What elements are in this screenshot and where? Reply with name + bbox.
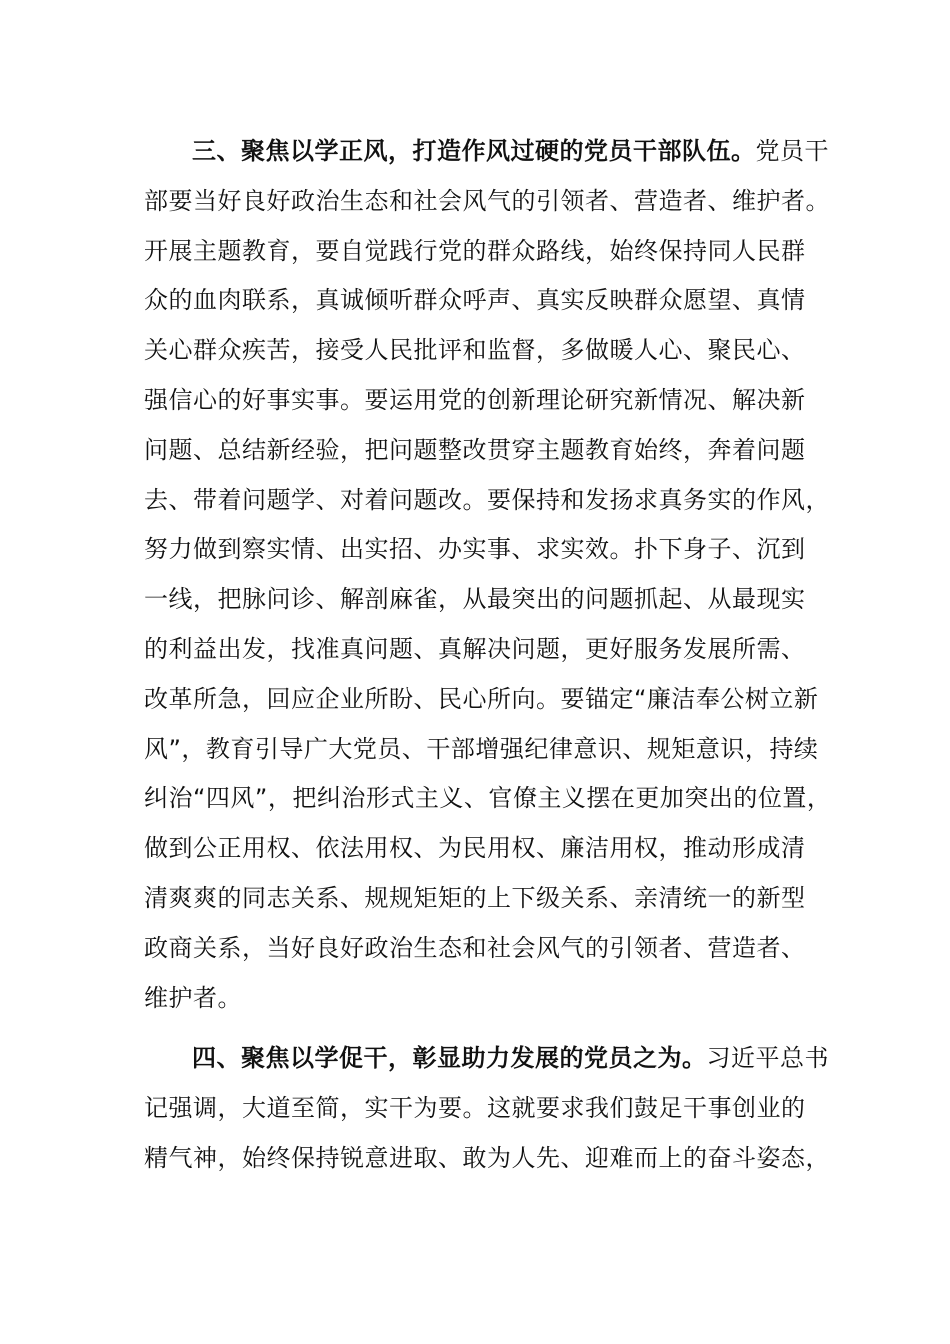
paragraph-first-line	[144, 1034, 834, 1084]
paragraph-section-3	[144, 127, 834, 1023]
paragraph-text: 党员干	[755, 137, 829, 165]
paragraph-line: 部要当好良好政治生态和社会风气的引领者、营造者、维护者。	[144, 186, 830, 215]
paragraph-line: 清爽爽的同志关系、规规矩矩的上下级关系、亲清统一的新型	[144, 883, 806, 912]
paragraph-line: 精气神，始终保持锐意进取、敢为人先、迎难而上的奋斗姿态，	[144, 1143, 830, 1172]
paragraph-line: 纠治“四风”，把纠治形式主义、官僚主义摆在更加突出的位置，	[144, 784, 832, 813]
paragraph-line: 维护者。	[144, 983, 242, 1012]
paragraph-line: 去、带着问题学、对着问题改。要保持和发扬求真务实的作风，	[144, 485, 830, 514]
paragraph-section-4	[144, 1034, 834, 1183]
section-heading: 四、聚焦以学促干，彰显助力发展的党员之为。	[192, 1044, 707, 1072]
paragraph-line: 开展主题教育，要自觉践行党的群众路线，始终保持同人民群	[144, 236, 806, 265]
paragraph-text: 习近平总书	[706, 1044, 829, 1072]
section-heading: 三、聚焦以学正风，打造作风过硬的党员干部队伍。	[192, 137, 756, 165]
paragraph-line: 努力做到察实情、出实招、办实事、求实效。扑下身子、沉到	[144, 535, 806, 564]
paragraph-line: 问题、总结新经验，把问题整改贯穿主题教育始终，奔着问题	[144, 435, 806, 464]
paragraph-line: 一线，把脉问诊、解剖麻雀，从最突出的问题抓起、从最现实	[144, 585, 806, 614]
paragraph-first-line	[144, 127, 834, 177]
paragraph-line: 关心群众疾苦，接受人民批评和监督，多做暖人心、聚民心、	[144, 336, 806, 365]
paragraph-line: 的利益出发，找准真问题、真解决问题，更好服务发展所需、	[144, 634, 806, 663]
paragraph-line: 强信心的好事实事。要运用党的创新理论研究新情况、解决新	[144, 385, 806, 414]
paragraph-line: 众的血肉联系，真诚倾听群众呼声、真实反映群众愿望、真情	[144, 286, 806, 315]
paragraph-line: 风”，教育引导广大党员、干部增强纪律意识、规矩意识，持续	[144, 734, 819, 763]
paragraph-line: 政商关系，当好良好政治生态和社会风气的引领者、营造者、	[144, 933, 806, 962]
paragraph-line: 记强调，大道至简，实干为要。这就要求我们鼓足干事创业的	[144, 1093, 806, 1122]
paragraph-line: 做到公正用权、依法用权、为民用权、廉洁用权，推动形成清	[144, 834, 806, 863]
paragraph-line: 改革所急，回应企业所盼、民心所向。要锚定“廉洁奉公树立新	[144, 684, 819, 713]
